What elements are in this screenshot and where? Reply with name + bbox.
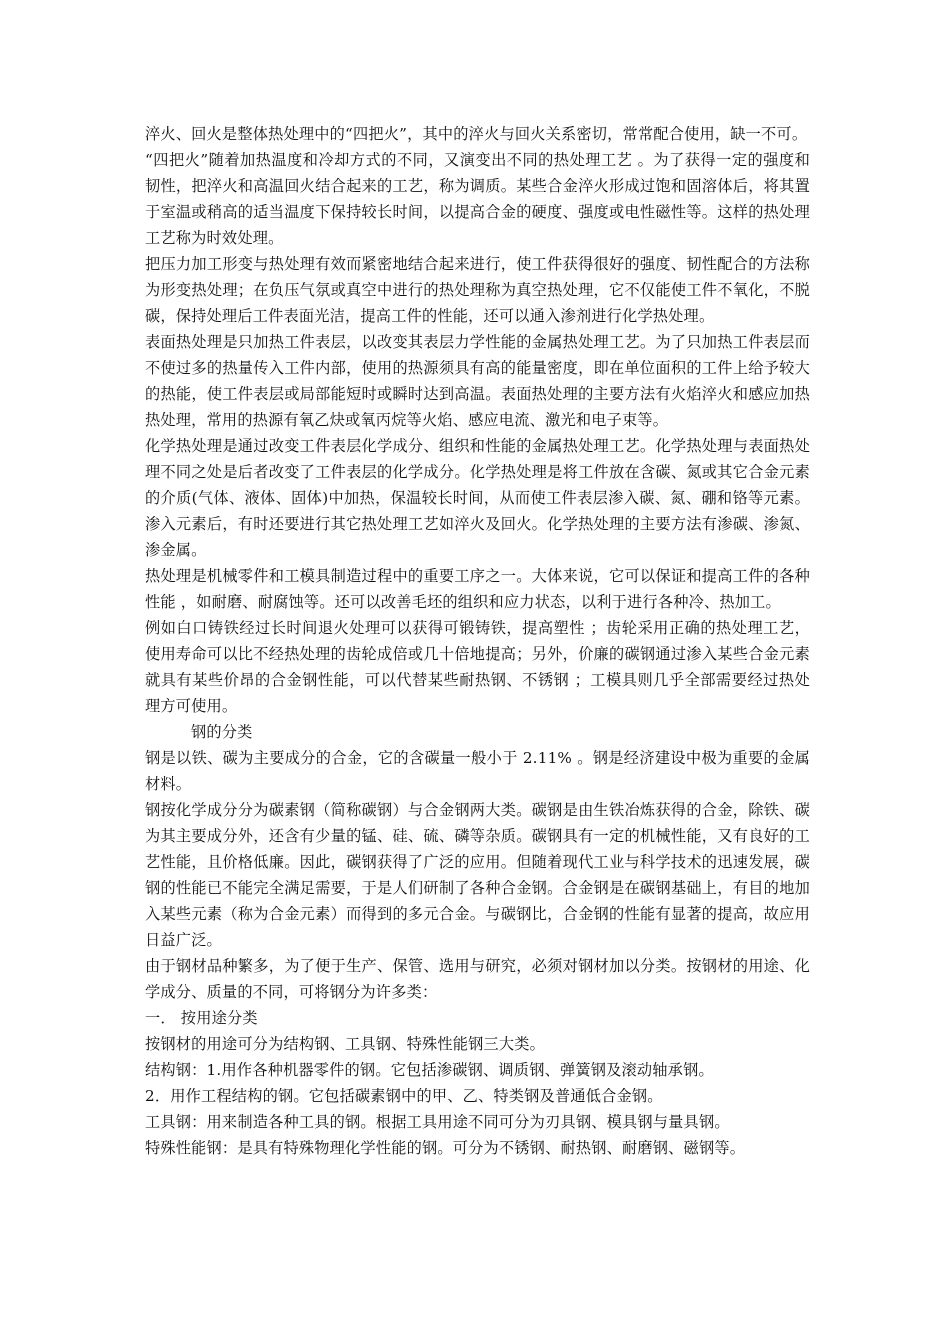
document-body xyxy=(145,121,810,1161)
paragraph-importance: 热处理是机械零件和工模具制造过程中的重要工序之一。大体来说，它可以保证和提高工件的各种性能 ，如耐磨、耐腐蚀等。还可以改善毛坯的组织和应力状态，以利于进行各种冷、热加工。 xyxy=(145,567,810,611)
paragraph-four-fires: “四把火”随着加热温度和冷却方式的不同，又演变出不同的热处理工艺 。为了获得一定的强度和韧性，把淬火和高温回火结合起来的工艺，称为调质。某些合金淬火形成过饱和固溶体后，将其置于室温或稍高的适当温度下保持较长时间，以提高合金的硬度、强度或电性磁性等。这样的热处理工艺称为时效处理。 xyxy=(145,151,810,247)
paragraph-steel-definition: 钢是以铁、碳为主要成分的合金，它的含碳量一般小于 2.11% 。钢是经济建设中极为重要的金属材料。 xyxy=(145,749,810,793)
paragraph-examples: 例如白口铸铁经过长时间退火处理可以获得可锻铸铁，提高塑性 ；齿轮采用正确的热处理工艺，使用寿命可以比不经热处理的齿轮成倍或几十倍地提高；另外，价廉的碳钢通过渗入某些合金元素就具有某些价昂的合金钢性能，可以代替某些耐热钢、不锈钢 ；工模具则几乎全部需要经过热处理方可使用。 xyxy=(145,619,810,715)
paragraph-surface-treatment: 表面热处理是只加热工件表层，以改变其表层力学性能的金属热处理工艺。为了只加热工件表层而不使过多的热量传入工件内部，使用的热源须具有高的能量密度，即在单位面积的工件上给予较大的热能，使工件表层或局部能短时或瞬时达到高温。表面热处理的主要方法有火焰淬火和感应加热热处理，常用的热源有氧乙炔或氧丙烷等火焰、感应电流、激光和电子束等。 xyxy=(145,333,810,429)
subheading-by-use: 一． 按用途分类 xyxy=(145,1009,258,1027)
paragraph-carbon-alloy-steel: 钢按化学成分分为碳素钢（简称碳钢）与合金钢两大类。碳钢是由生铁冶炼获得的合金，除铁、碳为其主要成分外，还含有少量的锰、硅、硫、磷等杂质。碳钢具有一定的机械性能，又有良好的工艺性能，且价格低廉。因此，碳钢获得了广泛的应用。但随着现代工业与科学技术的迅速发展，碳钢的性能已不能完全满足需要，于是人们研制了各种合金钢。合金钢是在碳钢基础上，有目的地加入某些元素（称为合金元素）而得到的多元合金。与碳钢比，合金钢的性能有显著的提高，故应用日益广泛。 xyxy=(145,801,810,949)
paragraph-engineering-steel: 2．用作工程结构的钢。它包括碳素钢中的甲、乙、特类钢及普通低合金钢。 xyxy=(145,1087,663,1105)
paragraph-special-steel: 特殊性能钢：是具有特殊物理化学性能的钢。可分为不锈钢、耐热钢、耐磨钢、磁钢等。 xyxy=(145,1139,746,1157)
paragraph-chemical-treatment: 化学热处理是通过改变工件表层化学成分、组织和性能的金属热处理工艺。化学热处理与表面热处理不同之处是后者改变了工件表层的化学成分。化学热处理是将工件放在含碳、氮或其它合金元素的介质(气体、液体、固体)中加热，保温较长时间，从而使工件表层渗入碳、氮、硼和铬等元素。渗入元素后，有时还要进行其它热处理工艺如淬火及回火。化学热处理的主要方法有渗碳、渗氮、渗金属。 xyxy=(145,437,810,559)
paragraph-by-use-summary: 按钢材的用途可分为结构钢、工具钢、特殊性能钢三大类。 xyxy=(145,1035,546,1053)
paragraph-thermomechanical: 把压力加工形变与热处理有效而紧密地结合起来进行，使工件获得很好的强度、韧性配合的方法称为形变热处理；在负压气氛或真空中进行的热处理称为真空热处理，它不仅能使工件不氧化，不脱碳，保持处理后工件表面光洁，提高工件的性能，还可以通入渗剂进行化学热处理。 xyxy=(145,255,810,325)
paragraph-tool-steel: 工具钢：用来制造各种工具的钢。根据工具用途不同可分为刃具钢、模具钢与量具钢。 xyxy=(145,1113,730,1131)
paragraph-quench-temper: 淬火、回火是整体热处理中的“四把火”，其中的淬火与回火关系密切，常常配合使用，缺一不可。 xyxy=(145,125,808,143)
paragraph-classification-intro: 由于钢材品种繁多，为了便于生产、保管、选用与研究，必须对钢材加以分类。按钢材的用途、化学成分、质量的不同，可将钢分为许多类： xyxy=(145,957,810,1001)
section-heading-steel-classification: 钢的分类 xyxy=(191,723,253,741)
paragraph-structural-steel: 结构钢：1.用作各种机器零件的钢。它包括渗碳钢、调质钢、弹簧钢及滚动轴承钢。 xyxy=(145,1061,714,1079)
